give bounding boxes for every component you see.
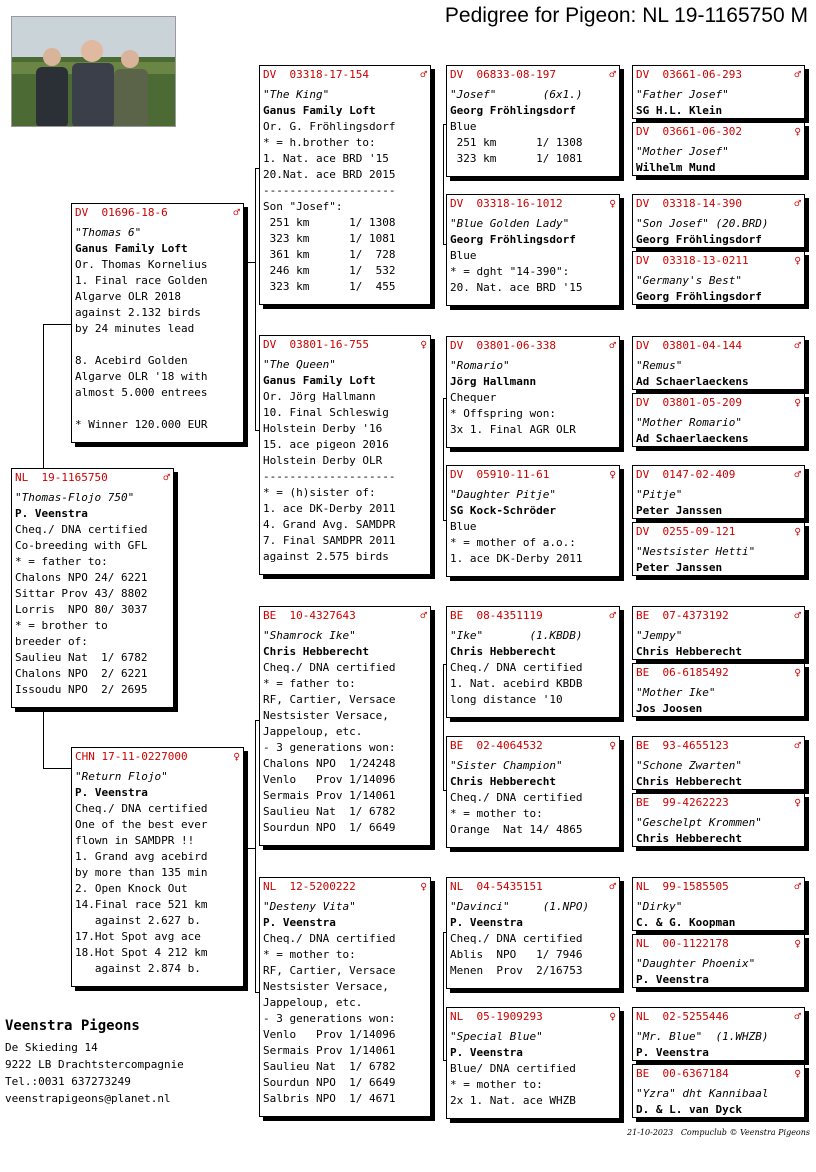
owner: D. & L. van Dyck: [636, 1103, 742, 1116]
ring-number: CHN 17-11-0227000: [75, 750, 188, 763]
info-line: * = h.brother to:: [263, 136, 376, 149]
owner: Chris Hebberecht: [263, 645, 369, 658]
info-line: Sourdun NPO 1/ 6649: [263, 821, 396, 834]
family-photo: [11, 16, 176, 127]
female-symbol-icon: ♀: [794, 937, 801, 950]
male-symbol-icon: ♂: [609, 880, 616, 893]
pigeon-name: "Jempy": [636, 629, 683, 642]
info-line: Ablis NPO 1/ 7946: [450, 948, 583, 961]
male-symbol-icon: ♂: [609, 339, 616, 352]
info-line: Or. Thomas Kornelius: [75, 258, 208, 271]
pigeon-name: "The King": [263, 88, 330, 101]
pigeon-card-fmm: [446, 465, 620, 577]
owner: Ganus Family Loft: [263, 104, 376, 117]
info-line: Chequer: [450, 391, 497, 404]
info-line: * = father to:: [263, 677, 356, 690]
pigeon-card-g11: [632, 736, 805, 790]
pigeon-name: "Daughter Pitje": [450, 488, 556, 501]
owner: Ganus Family Loft: [75, 242, 188, 255]
info-line: Issoudu NPO 2/ 2695: [15, 683, 148, 696]
owner: Ad Schaerlaeckens: [636, 432, 749, 445]
info-line: Venlo Prov 1/14096: [263, 773, 396, 786]
info-line: Cheq./ DNA certified: [450, 791, 583, 804]
info-line: --------------------: [263, 184, 396, 197]
info-line: Cheq./ DNA certified: [450, 932, 583, 945]
info-line: by more than 135 min: [75, 866, 208, 879]
owner: SG Kock-Schröder: [450, 504, 556, 517]
credit: Compuclub © Veenstra Pigeons: [680, 1128, 810, 1137]
info-line: Or. Jörg Hallmann: [263, 390, 376, 403]
info-line: Menen Prov 2/16753: [450, 964, 583, 977]
info-line: Chalons NPO 24/ 6221: [15, 571, 148, 584]
info-line: Sermais Prov 1/14061: [263, 789, 396, 802]
info-line: Chalons NPO 1/24248: [263, 757, 396, 770]
owner: Chris Hebberecht: [636, 832, 742, 845]
male-symbol-icon: ♂: [794, 339, 801, 352]
pigeon-card-m: [71, 747, 244, 987]
female-symbol-icon: ♀: [794, 525, 801, 538]
connector: [443, 664, 444, 790]
owner: Ganus Family Loft: [263, 374, 376, 387]
pigeon-name: "Return Flojo": [75, 770, 168, 783]
owner: Chris Hebberecht: [450, 775, 556, 788]
owner: P. Veenstra: [636, 1046, 709, 1059]
pigeon-name: "Desteny Vita": [263, 900, 356, 913]
pigeon-name: "Thomas-Flojo 750": [15, 491, 135, 504]
pigeon-card-mfm: [446, 736, 620, 848]
owner: P. Veenstra: [450, 1046, 523, 1059]
pigeon-name: "Dirky": [636, 900, 683, 913]
male-symbol-icon: ♂: [794, 609, 801, 622]
pigeon-name: "Ike" (1.KBDB): [450, 629, 583, 642]
male-symbol-icon: ♂: [420, 68, 427, 81]
ring-number: DV 03801-06-338: [450, 339, 556, 352]
info-line: 8. Acebird Golden: [75, 354, 188, 367]
male-symbol-icon: ♂: [163, 471, 170, 484]
male-symbol-icon: ♂: [794, 880, 801, 893]
info-line: 2. Open Knock Out: [75, 882, 188, 895]
connector: [43, 768, 72, 769]
info-line: Jappeloup, etc.: [263, 725, 363, 738]
info-line: against 2.874 b.: [75, 962, 201, 975]
female-symbol-icon: ♀: [609, 1010, 616, 1023]
pigeon-card-g5: [632, 336, 805, 390]
info-line: 251 km 1/ 1308: [263, 216, 396, 229]
info-line: by 24 minutes lead: [75, 322, 195, 335]
info-line: 323 km 1/ 1081: [450, 152, 583, 165]
info-line: long distance '10: [450, 693, 563, 706]
connector: [43, 324, 72, 325]
ring-number: NL 99-1585505: [636, 880, 729, 893]
pigeon-card-g12: [632, 793, 805, 847]
male-symbol-icon: ♂: [794, 739, 801, 752]
connector: [255, 720, 256, 992]
info-line: Algarve OLR 2018: [75, 290, 181, 303]
pigeon-name: "Yzra" dht Kannibaal: [636, 1087, 769, 1100]
female-symbol-icon: ♀: [609, 739, 616, 752]
ring-number: BE 10-4327643: [263, 609, 356, 622]
info-line: 323 km 1/ 1081: [263, 232, 396, 245]
female-symbol-icon: ♀: [609, 468, 616, 481]
pigeon-name: "Davinci" (1.NPO): [450, 900, 590, 913]
connector: [443, 398, 444, 520]
info-line: Cheq./ DNA certified: [450, 661, 583, 674]
connector: [443, 124, 444, 244]
ring-number: NL 00-1122178: [636, 937, 729, 950]
owner: Chris Hebberecht: [636, 645, 742, 658]
owner: Chris Hebberecht: [450, 645, 556, 658]
ring-number: DV 03318-14-390: [636, 197, 742, 210]
info-line: Nestsister Versace,: [263, 709, 389, 722]
info-line: * Offspring won:: [450, 407, 556, 420]
pigeon-card-g10: [632, 663, 805, 717]
pigeon-name: "Sister Champion": [450, 759, 563, 772]
info-line: Blue: [450, 520, 477, 533]
female-symbol-icon: ♀: [794, 796, 801, 809]
info-line: RF, Cartier, Versace: [263, 693, 396, 706]
address-line: 9222 LB Drachtstercompagnie: [5, 1058, 184, 1071]
pigeon-name: "Thomas 6": [75, 226, 142, 239]
pigeon-card-g16: [632, 1064, 805, 1118]
info-line: Cheq./ DNA certified: [15, 523, 148, 536]
pigeon-card-mf: [259, 606, 431, 846]
pigeon-name: "Schone Zwarten": [636, 759, 742, 772]
pigeon-card-mm: [259, 877, 431, 1117]
pigeon-card-g3: [632, 194, 805, 248]
info-line: * Winner 120.000 EUR: [75, 418, 208, 431]
owner: Wilhelm Mund: [636, 161, 716, 174]
info-line: * = mother to:: [450, 1078, 543, 1091]
info-line: 7. Final SAMDPR 2011: [263, 534, 396, 547]
male-symbol-icon: ♂: [794, 68, 801, 81]
info-line: 323 km 1/ 455: [263, 280, 396, 293]
ring-number: DV 06833-08-197: [450, 68, 556, 81]
info-line: 3x 1. Final AGR OLR: [450, 423, 576, 436]
info-line: [75, 337, 240, 353]
female-symbol-icon: ♀: [609, 197, 616, 210]
info-line: Or. G. Fröhlingsdorf: [263, 120, 396, 133]
info-line: Co-breeding with GFL: [15, 539, 148, 552]
ring-number: DV 03318-16-1012: [450, 197, 563, 210]
pigeon-name: "Germany's Best": [636, 274, 742, 287]
owner: Peter Janssen: [636, 561, 723, 574]
pigeon-card-fff: [446, 65, 620, 177]
info-line: against 2.627 b.: [75, 914, 201, 927]
info-line: * = mother to:: [263, 948, 356, 961]
pigeon-card-subject: [11, 468, 174, 708]
ring-number: DV 03801-04-144: [636, 339, 742, 352]
info-line: Holstein Derby OLR: [263, 454, 383, 467]
pigeon-card-g14: [632, 934, 805, 988]
print-date: 21-10-2023: [627, 1128, 674, 1137]
info-line: against 2.132 birds: [75, 306, 201, 319]
pigeon-name: "Blue Golden Lady": [450, 217, 570, 230]
female-symbol-icon: ♀: [420, 880, 427, 893]
info-line: Saulieu Nat 1/ 6782: [263, 1060, 396, 1073]
male-symbol-icon: ♂: [609, 68, 616, 81]
info-line: 4. Grand Avg. SAMDPR: [263, 518, 396, 531]
info-line: * = brother to: [15, 619, 108, 632]
pigeon-name: "Son Josef" (20.BRD): [636, 217, 769, 230]
ring-number: DV 03318-17-154: [263, 68, 369, 81]
female-symbol-icon: ♀: [794, 125, 801, 138]
owner: P. Veenstra: [15, 507, 88, 520]
pigeon-card-g13: [632, 877, 805, 931]
owner: P. Veenstra: [450, 916, 523, 929]
connector: [43, 708, 44, 768]
male-symbol-icon: ♂: [420, 609, 427, 622]
info-line: 1. Grand avg acebird: [75, 850, 208, 863]
connector: [255, 168, 256, 430]
email: veenstrapigeons@planet.nl: [5, 1092, 171, 1105]
ring-number: NL 02-5255446: [636, 1010, 729, 1023]
address-line: De Skieding 14: [5, 1041, 98, 1054]
ring-number: DV 0255-09-121: [636, 525, 736, 538]
ring-number: BE 08-4351119: [450, 609, 543, 622]
owner: Jos Joosen: [636, 702, 703, 715]
info-line: Saulieu Nat 1/ 6782: [15, 651, 148, 664]
info-line: Son "Josef":: [263, 200, 343, 213]
info-line: 20. Nat. ace BRD '15: [450, 281, 583, 294]
info-line: 17.Hot Spot avg ace: [75, 930, 201, 943]
info-line: Chalons NPO 2/ 6221: [15, 667, 148, 680]
ring-number: DV 03661-06-293: [636, 68, 742, 81]
info-line: * = (h)sister of:: [263, 486, 376, 499]
info-line: Sourdun NPO 1/ 6649: [263, 1076, 396, 1089]
info-line: Blue: [450, 120, 477, 133]
info-line: Blue/ DNA certified: [450, 1062, 576, 1075]
info-line: RF, Cartier, Versace: [263, 964, 396, 977]
owner: Chris Hebberecht: [636, 775, 742, 788]
pigeon-card-g4: [632, 251, 805, 305]
info-line: 18.Hot Spot 4 212 km: [75, 946, 208, 959]
info-line: 1. Nat. ace BRD '15: [263, 152, 389, 165]
info-line: - 3 generations won:: [263, 1012, 396, 1025]
pigeon-card-g8: [632, 522, 805, 576]
male-symbol-icon: ♂: [794, 197, 801, 210]
info-line: --------------------: [263, 470, 396, 483]
pigeon-card-fmf: [446, 336, 620, 448]
info-line: Holstein Derby '16: [263, 422, 383, 435]
info-line: Lorris NPO 80/ 3037: [15, 603, 148, 616]
pigeon-card-g15: [632, 1007, 805, 1061]
pigeon-card-ff: [259, 65, 431, 305]
connector: [244, 262, 255, 263]
pigeon-name: "Mr. Blue" (1.WHZB): [636, 1030, 769, 1043]
owner: Ad Schaerlaeckens: [636, 375, 749, 388]
connector: [244, 848, 255, 849]
female-symbol-icon: ♀: [233, 750, 240, 763]
owner: SG H.L. Klein: [636, 104, 723, 117]
pigeon-card-mmm: [446, 1007, 620, 1119]
ring-number: NL 12-5200222: [263, 880, 356, 893]
ring-number: NL 19-1165750: [15, 471, 108, 484]
info-line: almost 5.000 entrees: [75, 386, 208, 399]
info-line: 14.Final race 521 km: [75, 898, 208, 911]
info-line: Cheq./ DNA certified: [263, 932, 396, 945]
owner: Peter Janssen: [636, 504, 723, 517]
owner: P. Veenstra: [636, 973, 709, 986]
connector: [443, 932, 444, 1060]
info-line: Orange Nat 14/ 4865: [450, 823, 583, 836]
owner: Georg Fröhlingsdorf: [636, 290, 762, 303]
info-line: Algarve OLR '18 with: [75, 370, 208, 383]
ring-number: BE 07-4373192: [636, 609, 729, 622]
pigeon-card-g7: [632, 465, 805, 519]
info-line: flown in SAMDPR !!: [75, 834, 195, 847]
info-line: 15. ace pigeon 2016: [263, 438, 389, 451]
owner: C. & G. Koopman: [636, 916, 736, 929]
info-line: Cheq./ DNA certified: [75, 802, 208, 815]
contact-block: [5, 1018, 184, 1107]
pigeon-card-f: [71, 203, 244, 443]
info-line: * = mother to:: [450, 807, 543, 820]
info-line: 1. ace DK-Derby 2011: [450, 552, 583, 565]
pigeon-name: "Remus": [636, 359, 683, 372]
info-line: One of the best ever: [75, 818, 208, 831]
info-line: 246 km 1/ 532: [263, 264, 396, 277]
footer: [627, 1128, 810, 1137]
info-line: 361 km 1/ 728: [263, 248, 396, 261]
ring-number: BE 02-4064532: [450, 739, 543, 752]
phone: Tel.:0031 637273249: [5, 1075, 131, 1088]
ring-number: DV 01696-18-6: [75, 206, 168, 219]
info-line: breeder of:: [15, 635, 88, 648]
male-symbol-icon: ♂: [233, 206, 240, 219]
male-symbol-icon: ♂: [794, 468, 801, 481]
info-line: * = mother of a.o.:: [450, 536, 576, 549]
info-line: Jappeloup, etc.: [263, 996, 363, 1009]
ring-number: DV 03318-13-0211: [636, 254, 749, 267]
pigeon-name: "Daughter Phoenix": [636, 957, 756, 970]
pigeon-name: "Nestsister Hetti": [636, 545, 756, 558]
male-symbol-icon: ♂: [609, 609, 616, 622]
pigeon-card-mff: [446, 606, 620, 718]
pigeon-card-fm: [259, 335, 431, 575]
loft-name: Veenstra Pigeons: [5, 1018, 140, 1034]
female-symbol-icon: ♀: [794, 1067, 801, 1080]
pigeon-name: "Mother Ike": [636, 686, 716, 699]
info-line: 1. Nat. acebird KBDB: [450, 677, 583, 690]
pigeon-card-mmf: [446, 877, 620, 989]
info-line: 20.Nat. ace BRD 2015: [263, 168, 396, 181]
info-line: - 3 generations won:: [263, 741, 396, 754]
info-line: 251 km 1/ 1308: [450, 136, 583, 149]
pigeon-card-g9: [632, 606, 805, 660]
owner: Georg Fröhlingsdorf: [450, 104, 576, 117]
info-line: Venlo Prov 1/14096: [263, 1028, 396, 1041]
info-line: 10. Final Schleswig: [263, 406, 389, 419]
owner: Jörg Hallmann: [450, 375, 537, 388]
owner: P. Veenstra: [263, 916, 336, 929]
female-symbol-icon: ♀: [794, 396, 801, 409]
pigeon-name: "Father Josef": [636, 88, 729, 101]
pigeon-card-g6: [632, 393, 805, 447]
pigeon-name: "Mother Josef": [636, 145, 729, 158]
pigeon-name: "The Queen": [263, 358, 336, 371]
info-line: 1. ace DK-Derby 2011: [263, 502, 396, 515]
info-line: Nestsister Versace,: [263, 980, 389, 993]
pigeon-name: "Josef" (6x1.): [450, 88, 583, 101]
owner: Georg Fröhlingsdorf: [450, 233, 576, 246]
pigeon-name: "Pitje": [636, 488, 683, 501]
ring-number: BE 99-4262223: [636, 796, 729, 809]
info-line: Saulieu Nat 1/ 6782: [263, 805, 396, 818]
ring-number: BE 93-4655123: [636, 739, 729, 752]
pigeon-name: "Shamrock Ike": [263, 629, 356, 642]
owner: P. Veenstra: [75, 786, 148, 799]
info-line: 2x 1. Nat. ace WHZB: [450, 1094, 576, 1107]
ring-number: NL 04-5435151: [450, 880, 543, 893]
female-symbol-icon: ♀: [794, 666, 801, 679]
info-line: Sermais Prov 1/14061: [263, 1044, 396, 1057]
pigeon-card-g1: [632, 65, 805, 119]
pigeon-card-ffm: [446, 194, 620, 306]
ring-number: DV 05910-11-61: [450, 468, 550, 481]
info-line: against 2.575 birds: [263, 550, 389, 563]
pigeon-name: "Geschelpt Krommen": [636, 816, 762, 829]
pigeon-card-g2: [632, 122, 805, 176]
pigeon-name: "Special Blue": [450, 1030, 543, 1043]
ring-number: BE 06-6185492: [636, 666, 729, 679]
ring-number: DV 03801-05-209: [636, 396, 742, 409]
page-title: Pedigree for Pigeon: NL 19-1165750 M: [444, 4, 808, 27]
male-symbol-icon: ♂: [794, 1010, 801, 1023]
female-symbol-icon: ♀: [420, 338, 427, 351]
info-line: Cheq./ DNA certified: [263, 661, 396, 674]
info-line: Blue: [450, 249, 477, 262]
ring-number: DV 0147-02-409: [636, 468, 736, 481]
pigeon-name: "Mother Romario": [636, 416, 742, 429]
ring-number: DV 03801-16-755: [263, 338, 369, 351]
info-line: * = dght "14-390":: [450, 265, 570, 278]
info-line: Salbris NPO 1/ 4671: [263, 1092, 396, 1105]
ring-number: BE 00-6367184: [636, 1067, 729, 1080]
info-line: Sittar Prov 43/ 8802: [15, 587, 148, 600]
ring-number: DV 03661-06-302: [636, 125, 742, 138]
info-line: * = father to:: [15, 555, 108, 568]
ring-number: NL 05-1909293: [450, 1010, 543, 1023]
pigeon-name: "Romario": [450, 359, 510, 372]
female-symbol-icon: ♀: [794, 254, 801, 267]
owner: Georg Fröhlingsdorf: [636, 233, 762, 246]
info-line: 1. Final race Golden: [75, 274, 208, 287]
info-line: [75, 401, 240, 417]
connector: [43, 324, 44, 470]
